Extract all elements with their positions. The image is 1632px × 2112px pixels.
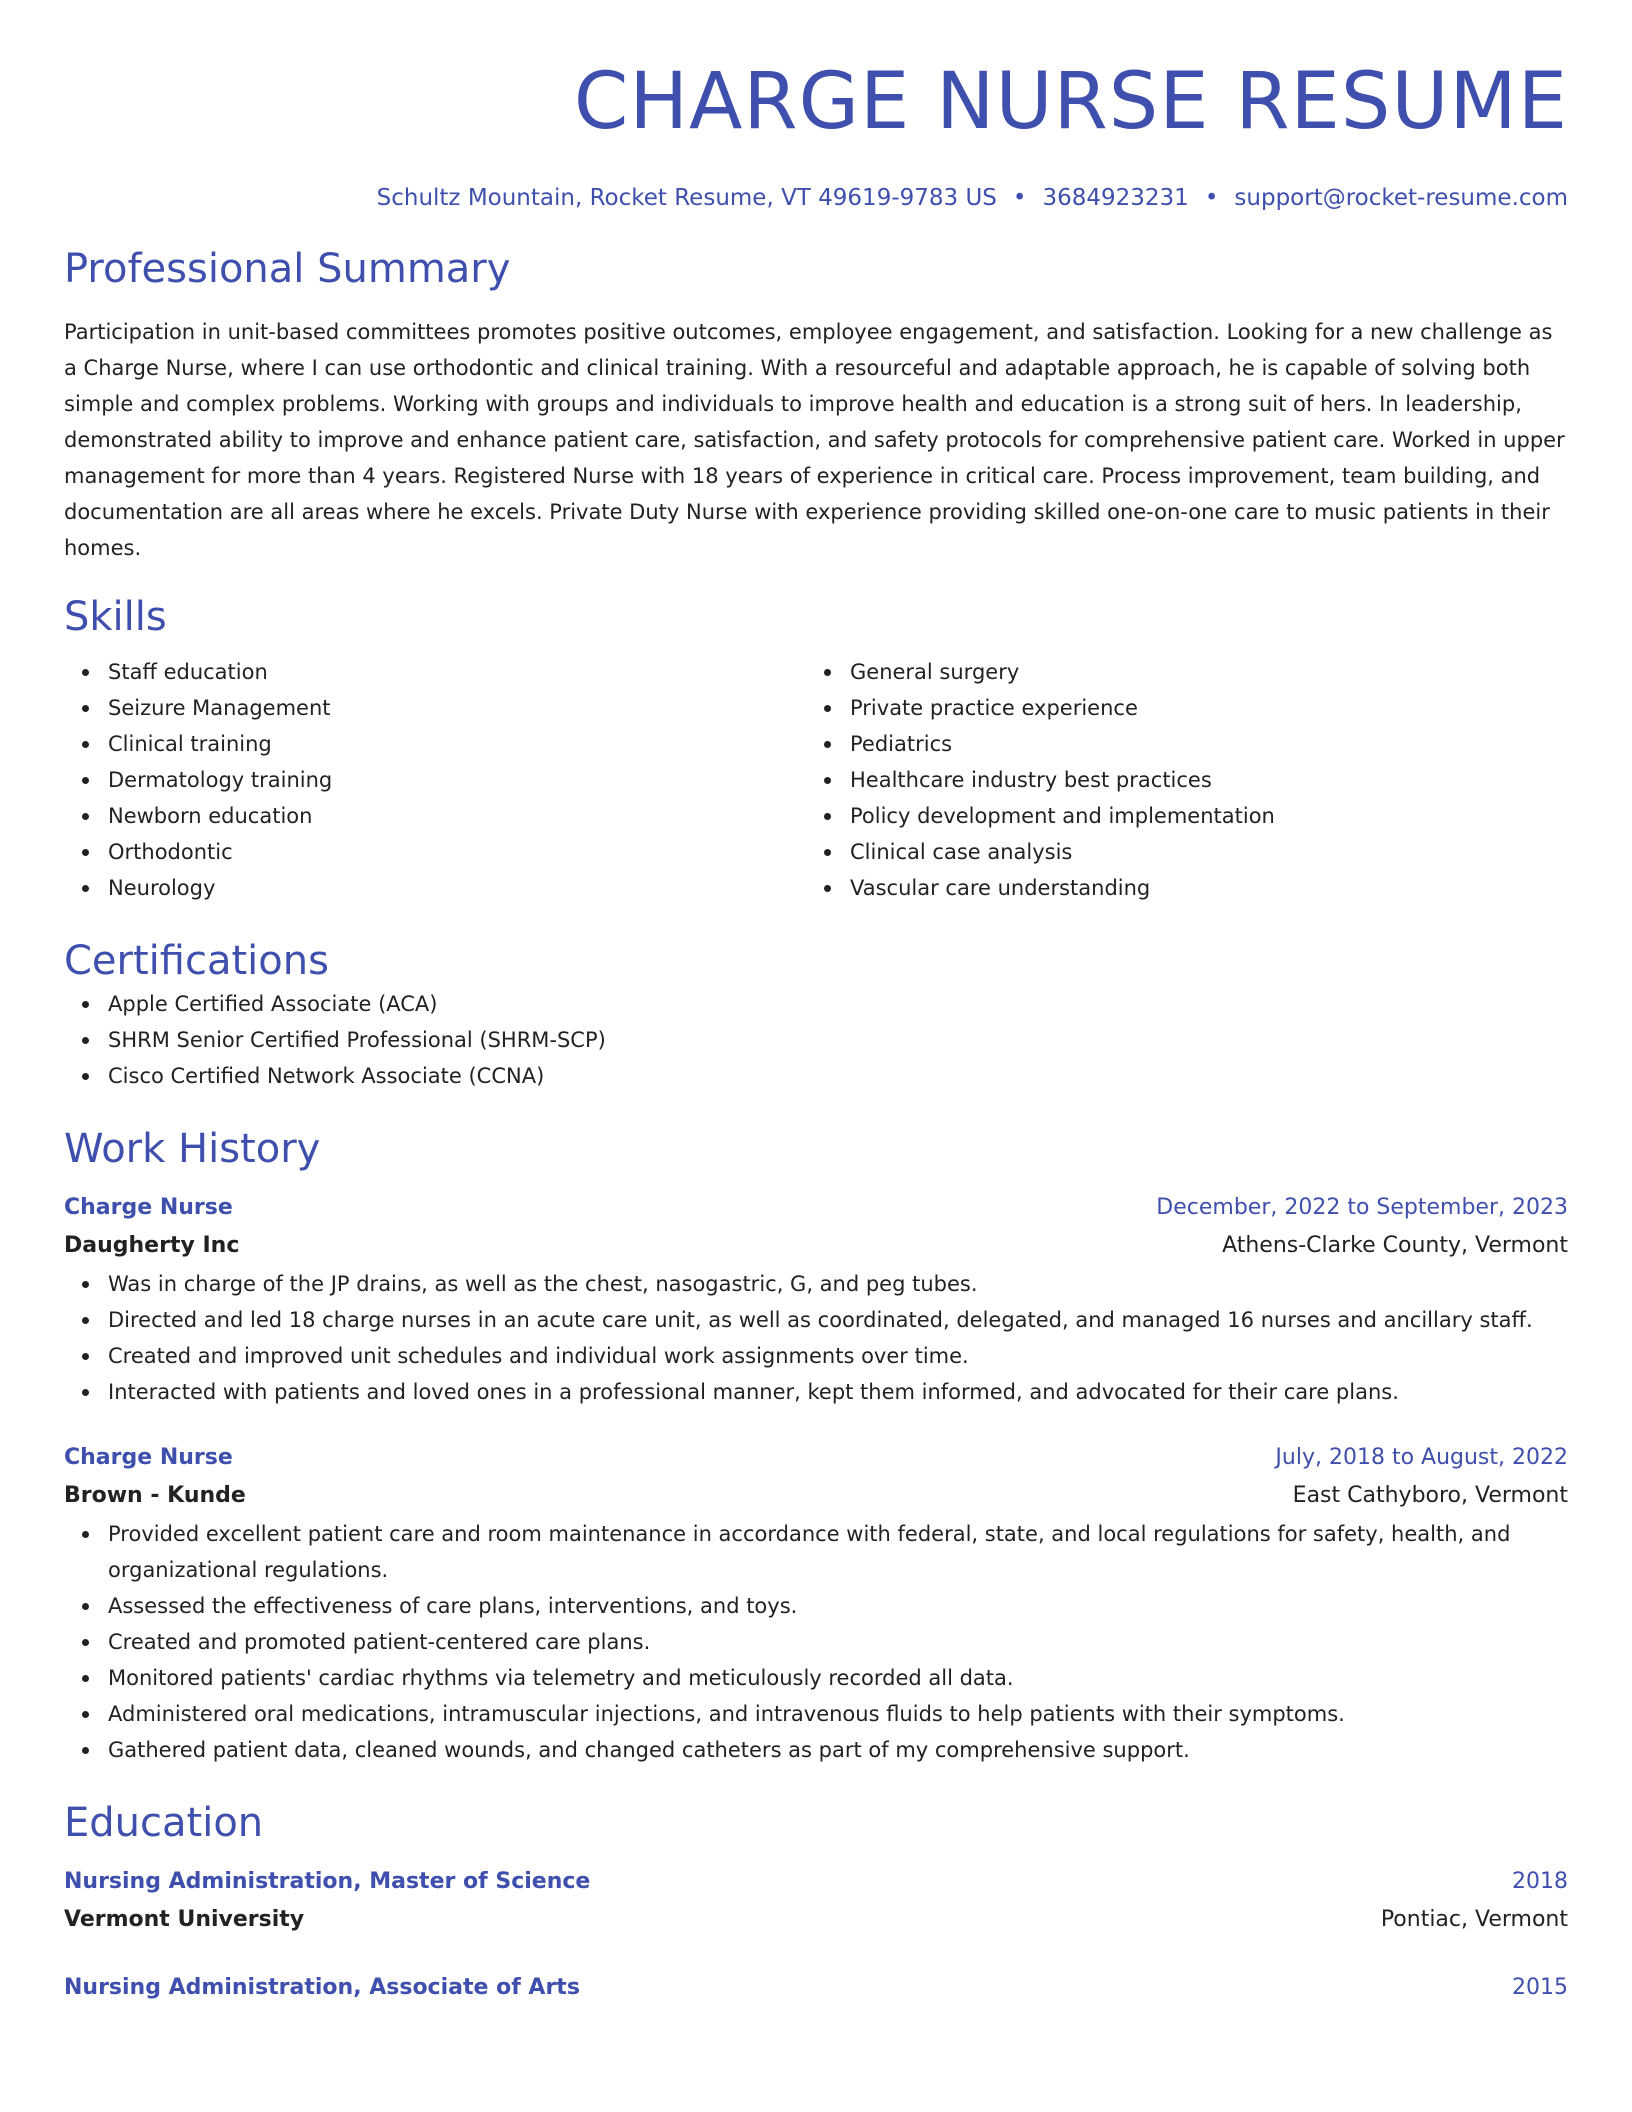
skill-item: Neurology [108, 870, 806, 906]
job-duty: Monitored patients' cardiac rhythms via telemetry and meticulously recorded all data. [108, 1660, 1568, 1696]
skill-item: Healthcare industry best practices [850, 762, 1548, 798]
job-employer: Brown - Kunde [64, 1483, 246, 1508]
skill-item: Seizure Management [108, 690, 806, 726]
skill-item: Dermatology training [108, 762, 806, 798]
skill-item: General surgery [850, 654, 1548, 690]
job-duty: Created and promoted patient-centered care plans. [108, 1624, 1568, 1660]
contact-email[interactable]: support@rocket-resume.com [1234, 185, 1568, 211]
job-duty: Administered oral medications, intramuscular injections, and intravenous fluids to help patients with their symptoms. [108, 1696, 1568, 1732]
education-year: 2015 [1512, 1975, 1568, 2000]
job-duties [64, 1266, 1568, 1410]
skill-item: Clinical training [108, 726, 806, 762]
certification-item: Cisco Certified Network Associate (CCNA) [108, 1058, 1568, 1094]
job-title: Charge Nurse [64, 1445, 233, 1470]
skill-item: Staff education [108, 654, 806, 690]
skills-grid [64, 654, 1568, 906]
job-duty: Assessed the effectiveness of care plans, interventions, and toys. [108, 1588, 1568, 1624]
job-dates: July, 2018 to August, 2022 [1275, 1445, 1568, 1470]
skill-item: Vascular care understanding [850, 870, 1548, 906]
job-title: Charge Nurse [64, 1195, 233, 1220]
work-history-heading: Work History [64, 1126, 321, 1172]
certification-item: SHRM Senior Certified Professional (SHRM-SCP) [108, 1022, 1568, 1058]
job-duty: Created and improved unit schedules and individual work assignments over time. [108, 1338, 1568, 1374]
summary-text: Participation in unit-based committees promotes positive outcomes, employee engagement, and satisfaction. Looking for a new challenge as a Charge Nurse, where I can use orthodontic and clinical training. With a resourceful and adaptable approach, he is capable of solving both simple and complex problems. Working with groups and individuals to improve health and education is a strong suit of hers. In leadership, demonstrated ability to improve and enhance patient care, satisfaction, and safety protocols for comprehensive patient care. Worked in upper management for more than 4 years. Registered Nurse with 18 years of experience in critical care. Process improvement, team building, and documentation are all areas where he excels. Private Duty Nurse with experience providing skilled one-on-one care to music patients in their homes. [64, 320, 1565, 560]
job-entry [64, 1190, 1568, 1410]
job-duty: Was in charge of the JP drains, as well as the chest, nasogastric, G, and peg tubes. [108, 1266, 1568, 1302]
skills-heading: Skills [64, 594, 167, 640]
job-duty: Interacted with patients and loved ones in a professional manner, kept them informed, and advocated for their care plans. [108, 1374, 1568, 1410]
skill-item: Pediatrics [850, 726, 1548, 762]
certifications-list [64, 986, 1568, 1094]
job-location: Athens-Clarke County, Vermont [1222, 1233, 1568, 1258]
contact-address: Schultz Mountain, Rocket Resume, VT 49619-9783 US [376, 185, 997, 211]
skill-item: Clinical case analysis [850, 834, 1548, 870]
education-entry [64, 1864, 1568, 1940]
contact-line [64, 182, 1568, 214]
job-location: East Cathyboro, Vermont [1292, 1483, 1568, 1508]
resume-title: CHARGE NURSE RESUME [573, 57, 1568, 147]
education-year: 2018 [1512, 1869, 1568, 1894]
job-entry [64, 1440, 1568, 1768]
education-heading: Education [64, 1800, 264, 1846]
skills-column-left [64, 654, 806, 906]
skills-column-right [806, 654, 1548, 906]
job-dates: December, 2022 to September, 2023 [1156, 1195, 1568, 1220]
skill-item: Policy development and implementation [850, 798, 1548, 834]
job-duty: Directed and led 18 charge nurses in an acute care unit, as well as coordinated, delegated, and managed 16 nurses and ancillary staff. [108, 1302, 1568, 1338]
contact-phone: 3684923231 [1042, 185, 1189, 211]
summary-heading: Professional Summary [64, 246, 511, 292]
contact-separator: • [1012, 185, 1027, 211]
job-duties [64, 1516, 1568, 1768]
skill-item: Private practice experience [850, 690, 1548, 726]
education-degree: Nursing Administration, Master of Science [64, 1869, 591, 1894]
education-location: Pontiac, Vermont [1380, 1907, 1568, 1932]
skill-item: Orthodontic [108, 834, 806, 870]
contact-separator: • [1204, 185, 1219, 211]
education-degree: Nursing Administration, Associate of Arts [64, 1975, 580, 2000]
skill-item: Newborn education [108, 798, 806, 834]
certifications-heading: Certifications [64, 938, 329, 984]
job-employer: Daugherty Inc [64, 1233, 240, 1258]
certification-item: Apple Certified Associate (ACA) [108, 986, 1568, 1022]
job-duty: Provided excellent patient care and room maintenance in accordance with federal, state, and local regulations for safety, health, and organizational regulations. [108, 1516, 1568, 1588]
education-school: Vermont University [64, 1907, 305, 1932]
job-duty: Gathered patient data, cleaned wounds, and changed catheters as part of my comprehensive support. [108, 1732, 1568, 1768]
education-entry [64, 1970, 1568, 2006]
